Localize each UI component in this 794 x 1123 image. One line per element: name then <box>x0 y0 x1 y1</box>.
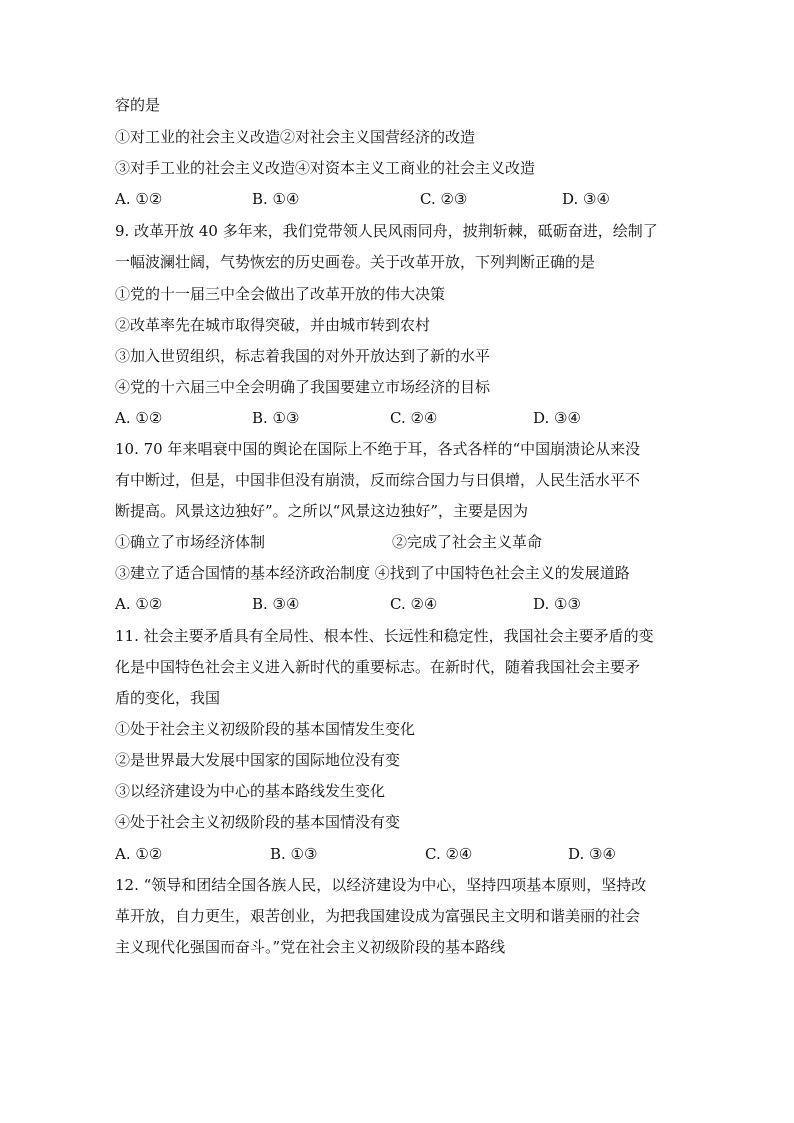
q9-option-d: D. ③④ <box>533 409 581 427</box>
q8-option-b: B. ①④ <box>252 190 300 208</box>
q11-option-b: B. ①③ <box>270 845 318 863</box>
q10-item-1: ①确立了市场经济体制 <box>115 533 266 551</box>
q8-option-c: C. ②③ <box>420 190 468 208</box>
q9-item-4: ④党的十六届三中全会明确了我国要建立市场经济的目标 <box>115 378 491 396</box>
q10-stem-line-3: 断提高。风景这边独好”。之所以“风景这边独好”，主要是因为 <box>115 502 529 520</box>
q10-stem-line-1: 10. 70 年来唱衰中国的舆论在国际上不绝于耳，各式各样的“中国崩溃论从来没 <box>115 440 641 458</box>
q12-stem-line-3: 主义现代化强国而奋斗。”党在社会主义初级阶段的基本路线 <box>115 938 506 956</box>
q11-options <box>115 844 675 864</box>
q12-stem-line-2: 革开放，自力更生，艰苦创业，为把我国建设成为富强民主文明和谐美丽的社会 <box>115 907 641 925</box>
q11-item-1: ①处于社会主义初级阶段的基本国情发生变化 <box>115 720 416 738</box>
q8-stem-continuation: 容的是 <box>115 96 161 114</box>
q9-option-a: A. ①② <box>115 409 163 427</box>
q12-stem-line-1: 12. “领导和团结全国各族人民，以经济建设为中心，坚持四项基本原则，坚持改 <box>115 876 647 894</box>
q10-option-b: B. ③④ <box>252 595 300 613</box>
q11-stem-line-3: 盾的变化，我国 <box>115 689 221 707</box>
q11-item-3: ③以经济建设为中心的基本路线发生变化 <box>115 782 386 800</box>
q8-option-d: D. ③④ <box>562 190 610 208</box>
q8-options <box>115 189 675 209</box>
q11-item-2: ②是世界最大发展中国家的国际地位没有变 <box>115 751 401 769</box>
q11-option-d: D. ③④ <box>568 845 616 863</box>
q9-option-c: C. ②④ <box>390 409 438 427</box>
q10-option-c: C. ②④ <box>390 595 438 613</box>
q8-item-2: ③对手工业的社会主义改造④对资本主义工商业的社会主义改造 <box>115 159 536 177</box>
q10-option-a: A. ①② <box>115 595 163 613</box>
q10-options <box>115 594 675 614</box>
q11-option-a: A. ①② <box>115 845 163 863</box>
q8-option-a: A. ①② <box>115 190 163 208</box>
q10-option-d: D. ①③ <box>533 595 581 613</box>
q10-items-row-2: ③建立了适合国情的基本经济政治制度 ④找到了中国特色社会主义的发展道路 <box>115 564 630 582</box>
q10-stem-line-2: 有中断过，但是，中国非但没有崩溃，反而综合国力与日俱增，人民生活水平不 <box>115 471 641 489</box>
q11-option-c: C. ②④ <box>425 845 473 863</box>
q10-items-row-1 <box>115 532 675 552</box>
q9-stem-line-1: 9. 改革开放 40 多年来，我们党带领人民风雨同舟，披荆斩棘，砥砺奋进，绘制了 <box>115 222 658 240</box>
q11-stem-line-2: 化是中国特色社会主义进入新时代的重要标志。在新时代，随着我国社会主要矛 <box>115 658 641 676</box>
q9-item-3: ③加入世贸组织，标志着我国的对外开放达到了新的水平 <box>115 347 491 365</box>
q10-item-2: ②完成了社会主义革命 <box>392 533 543 551</box>
q9-item-2: ②改革率先在城市取得突破，并由城市转到农村 <box>115 316 431 334</box>
q11-item-4: ④处于社会主义初级阶段的基本国情没有变 <box>115 813 401 831</box>
q8-item-1: ①对工业的社会主义改造②对社会主义国营经济的改造 <box>115 128 476 146</box>
q11-stem-line-1: 11. 社会主要矛盾具有全局性、根本性、长远性和稳定性，我国社会主要矛盾的变 <box>115 627 654 645</box>
q9-stem-line-2: 一幅波澜壮阔，气势恢宏的历史画卷。关于改革开放，下列判断正确的是 <box>115 253 596 271</box>
q9-item-1: ①党的十一届三中全会做出了改革开放的伟大决策 <box>115 285 446 303</box>
q9-options <box>115 408 675 428</box>
q9-option-b: B. ①③ <box>252 409 300 427</box>
